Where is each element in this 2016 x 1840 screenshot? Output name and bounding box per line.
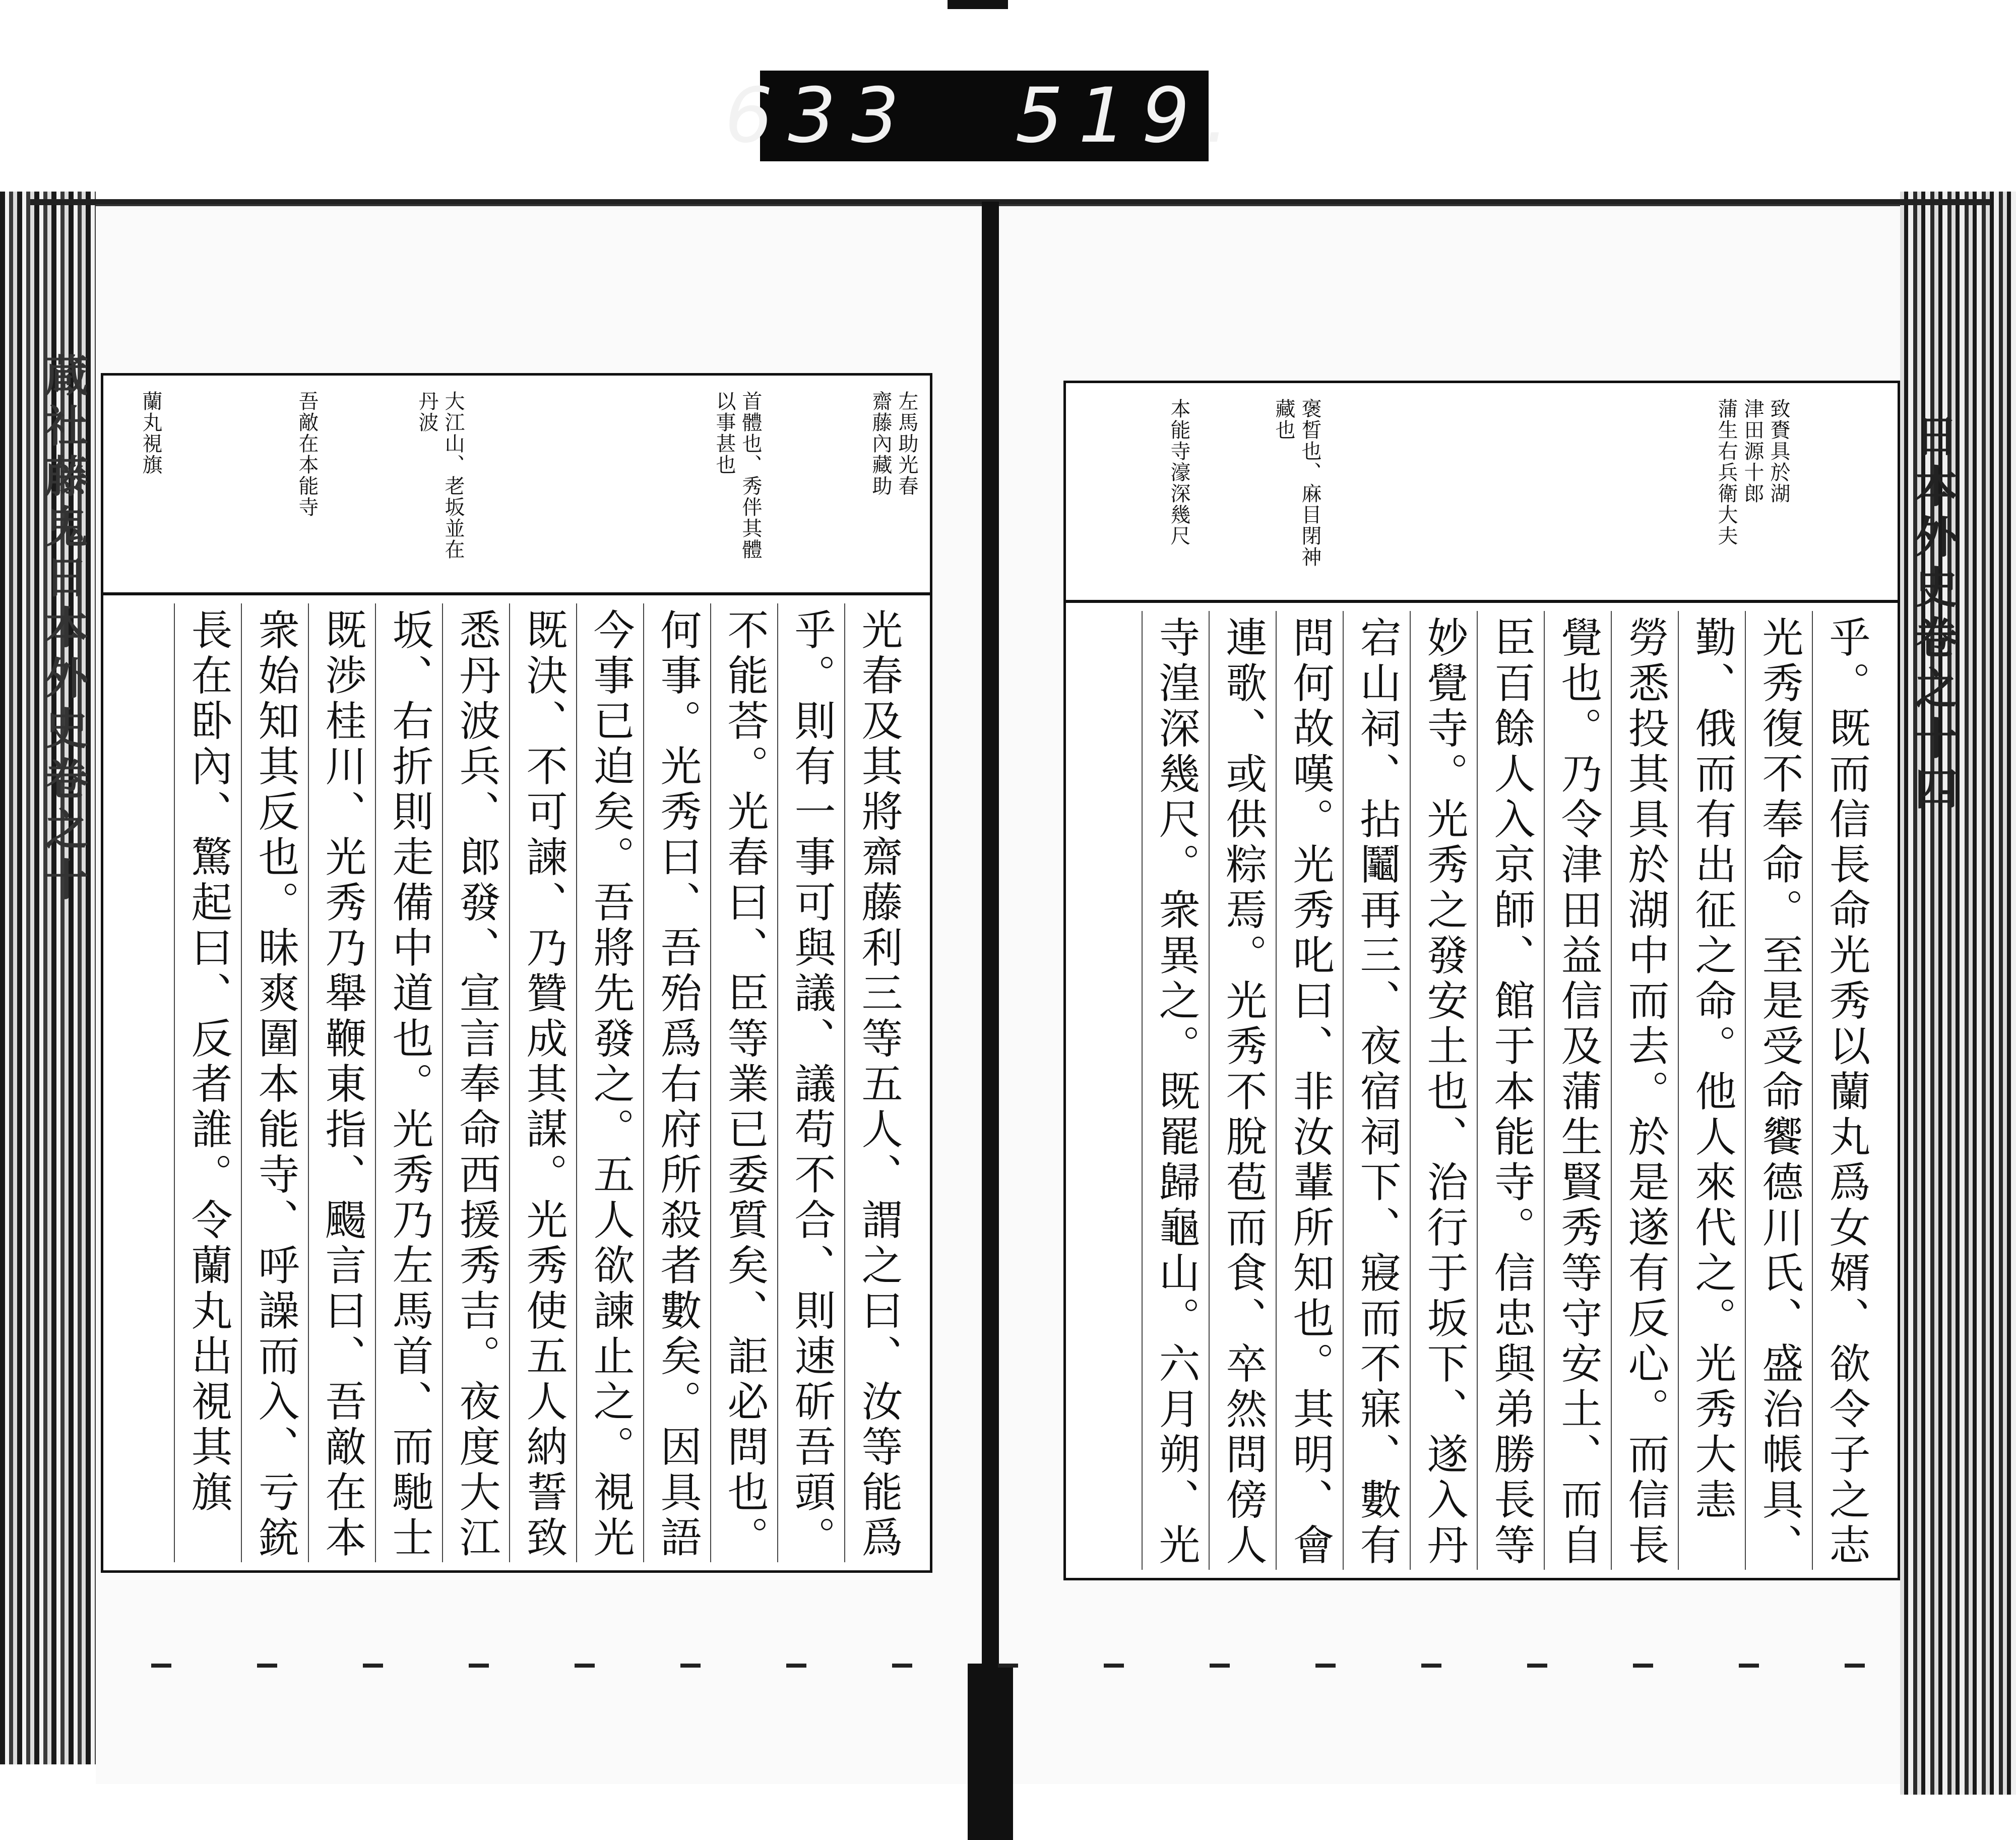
left-text-frame bbox=[101, 373, 932, 1573]
headnote: 蘭丸視旗 bbox=[139, 391, 162, 475]
text-column: 光春及其將齋藤利三等五人、謂之曰、汝等能爲 bbox=[844, 603, 912, 1562]
left-side-tab: 蔵社藤鬼日本外史卷之十 bbox=[37, 353, 88, 907]
text-column: 妙覺寺。光秀之發安土也、治行于坂下、遂入丹 bbox=[1410, 611, 1477, 1570]
headnote: 本能寺濠深幾尺 bbox=[1167, 398, 1190, 546]
text-column: 勞悉投其具於湖中而去。於是遂有反心。而信長 bbox=[1611, 611, 1678, 1570]
text-column: 既渉桂川、光秀乃舉鞭東指、颺言曰、吾敵在本 bbox=[308, 603, 375, 1562]
gutter-shadow bbox=[968, 1664, 1013, 1840]
text-column: 寺湟深幾尺。衆異之。既罷歸龜山。六月朔、光 bbox=[1142, 611, 1209, 1570]
text-column: 問何故嘆。光秀叱曰、非汝輩所知也。其明、會 bbox=[1276, 611, 1343, 1570]
call-number-right: 519. bbox=[1015, 72, 1244, 160]
headnote: 左馬助光春 齋藤內藏助 bbox=[869, 391, 918, 497]
left-body-text bbox=[103, 595, 930, 1570]
text-column: 今事已迫矣。吾將先發之。五人欲諫止之。視光 bbox=[576, 603, 644, 1562]
headnote: 吾敵在本能寺 bbox=[295, 391, 319, 518]
headnote: 大江山、老坂並在 丹波 bbox=[415, 391, 465, 560]
text-column: 何事。光秀曰、吾殆爲右府所殺者數矣。因具語 bbox=[643, 603, 711, 1562]
text-column: 乎。既而信長命光秀以蘭丸爲女婿、欲令子之志 bbox=[1812, 611, 1879, 1570]
text-column: 勤、俄而有出征之命。他人來代之。光秀大恚 bbox=[1678, 611, 1745, 1570]
text-column: 既決、不可諫、乃贊成其謀。光秀使五人納誓致 bbox=[509, 603, 577, 1562]
headnote: 首體也、秀伴其體 以事甚也 bbox=[713, 391, 762, 560]
right-body-text bbox=[1066, 603, 1898, 1578]
text-column: 坂、右折則走備中道也。光秀乃左馬首、而馳士 bbox=[375, 603, 443, 1562]
headnote: 致賚具於湖 津田源十郎 蒲生右兵衛大夫 bbox=[1715, 398, 1790, 546]
call-number-label bbox=[724, 71, 1244, 161]
bottom-page-marks bbox=[151, 1664, 1890, 1668]
right-headnote-band bbox=[1066, 383, 1898, 603]
text-column: 臣百餘人入京師、館于本能寺。信忠與弟勝長等 bbox=[1477, 611, 1544, 1570]
book-gutter bbox=[982, 202, 999, 1840]
text-column: 連歌、或供粽焉。光秀不脫苞而食、卒然問傍人 bbox=[1209, 611, 1276, 1570]
top-dark-strip bbox=[948, 0, 1008, 9]
text-column: 光秀復不奉命。至是受命饗德川氏、盛治帳具、 bbox=[1745, 611, 1812, 1570]
headnote: 褒晳也、麻目閉神 藏也 bbox=[1272, 398, 1321, 568]
text-column: 悉丹波兵、郎發、宣言奉命西援秀吉。夜度大江 bbox=[442, 603, 510, 1562]
call-number-left: 633 bbox=[724, 72, 915, 160]
text-column: 乎。則有一事可與議、議苟不合、則速斫吾頭。 bbox=[777, 603, 845, 1562]
left-headnote-band bbox=[103, 376, 930, 595]
text-column: 覺也。乃令津田益信及蒲生賢秀等守安土、而自 bbox=[1544, 611, 1611, 1570]
text-column: 不能荅。光春曰、臣等業已委質矣、詎必問也。 bbox=[710, 603, 778, 1562]
right-side-tab: 日本外史卷之十四 bbox=[1907, 413, 1958, 817]
right-text-frame bbox=[1063, 381, 1900, 1580]
text-column: 宕山祠、拈鬮再三、夜宿祠下、寢而不寐、數有 bbox=[1343, 611, 1410, 1570]
text-column: 長在卧內、驚起曰、反者誰。令蘭丸出視其旗 bbox=[174, 603, 241, 1562]
text-column: 衆始知其反也。昧爽圍本能寺、呼譟而入、亏銃 bbox=[241, 603, 308, 1562]
